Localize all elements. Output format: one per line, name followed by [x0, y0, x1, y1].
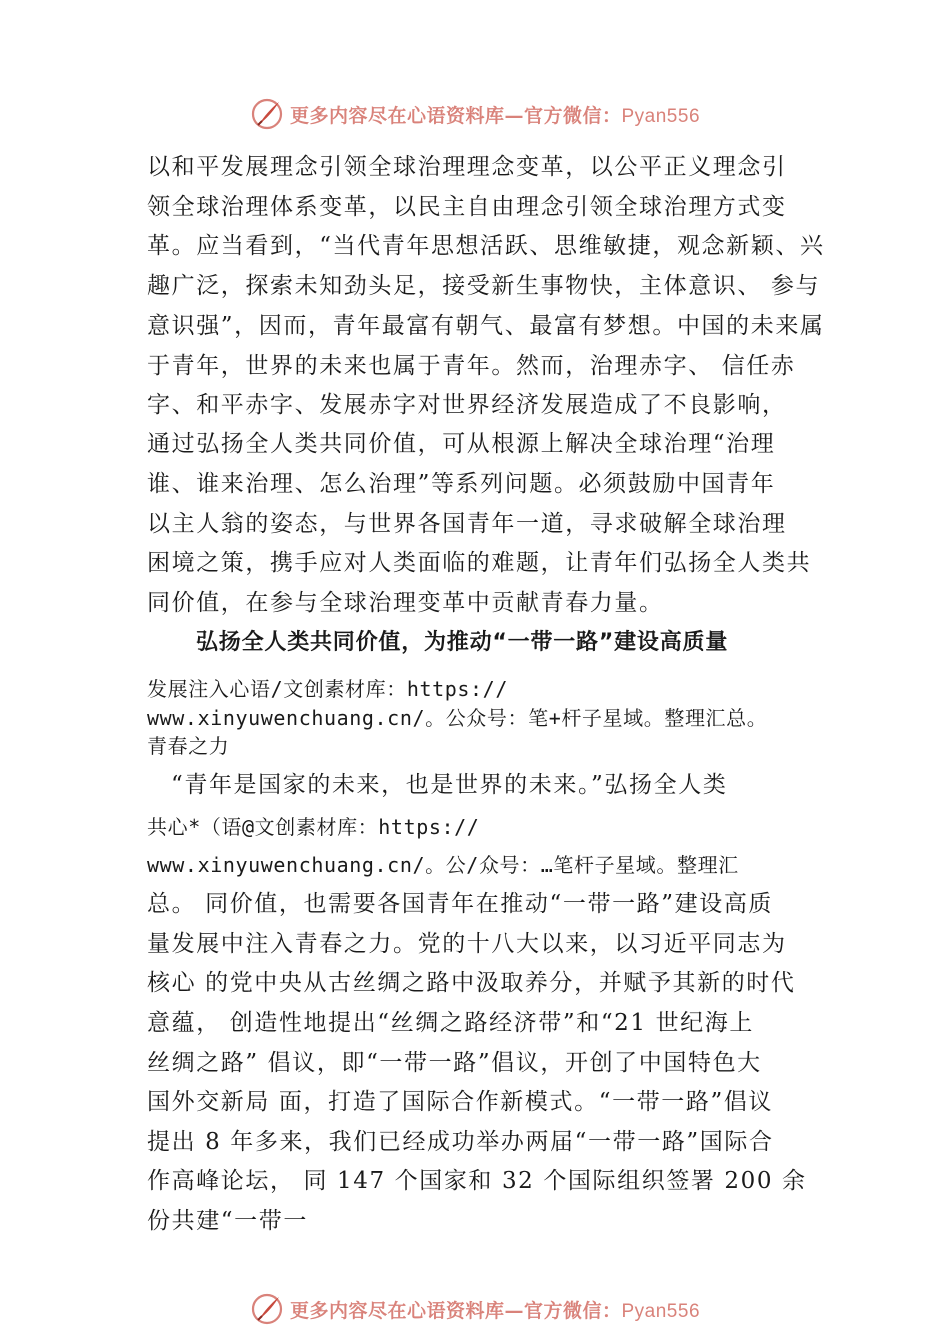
body-line: 意蕴， 创造性地提出“丝绸之路经济带”和“21 世纪海上 — [147, 1010, 754, 1036]
body-line: 于青年，世界的未来也属于青年。然而，治理赤字、 信任赤 — [147, 353, 796, 379]
body-line: “青年是国家的未来，也是世界的未来。”弘扬全人类 — [171, 772, 728, 798]
banner-site-text: 更多内容尽在心语资料库 — [289, 1299, 505, 1322]
banner-text — [290, 101, 700, 128]
body-line: 作高峰论坛， 同 147 个国家和 32 个国际组织签署 200 余 — [147, 1168, 807, 1194]
body-line: 量发展中注入青春之力。党的十八大以来，以习近平同志为 — [147, 931, 787, 957]
body-line: 份共建“一带一 — [147, 1208, 308, 1234]
banner-wechat-handle: Pyan556 — [621, 105, 701, 127]
section-heading: 弘扬全人类共同价值，为推动“一带一路”建设高质量 — [196, 630, 729, 655]
heading-continuation-line: 青春之力 — [147, 734, 230, 758]
banner-dash: — — [504, 104, 524, 127]
body-line: 同价值，在参与全球治理变革中贡献青春力量。 — [147, 590, 664, 616]
banner-text — [290, 1296, 700, 1323]
body-line: 谁、谁来治理、怎么治理”等系列问题。必须鼓励中国青年 — [147, 471, 776, 497]
body-line: 国外交新局 面，打造了国际合作新模式。“一带一路”倡议 — [147, 1089, 774, 1115]
body-line: 趣广泛，探索未知劲头足，接受新生事物快，主体意识、 参与 — [147, 273, 821, 299]
banner-wechat-label: 官方微信： — [523, 1299, 622, 1322]
footer-banner — [0, 1289, 950, 1329]
body-line: 提出 8 年多来，我们已经成功举办两届“一带一路”国际合 — [147, 1129, 774, 1155]
body-line: 革。应当看到，“当代青年思想活跃、思维敏捷，观念新颖、兴 — [147, 233, 825, 259]
quill-pen-logo-icon — [250, 97, 284, 131]
banner-wechat-label: 官方微信： — [523, 104, 622, 127]
body-line: 字、和平赤字、发展赤字对世界经济发展造成了不良影响， — [147, 392, 787, 418]
banner-site-text: 更多内容尽在心语资料库 — [289, 104, 505, 127]
header-banner — [0, 94, 950, 134]
body-line: 以主人翁的姿态，与世界各国青年一道，寻求破解全球治理 — [147, 511, 787, 537]
body-line: 共心*（语@文创素材库：https:// — [147, 815, 480, 839]
banner-dash: — — [504, 1299, 524, 1322]
body-line: 总。 同价值，也需要各国青年在推动“一带一路”建设高质 — [147, 891, 774, 917]
body-line: 以和平发展理念引领全球治理理念变革，以公平正义理念引 — [147, 154, 787, 180]
body-line: 丝绸之路” 倡议，即“一带一路”倡议，开创了中国特色大 — [147, 1050, 762, 1076]
body-line: 困境之策，携手应对人类面临的难题，让青年们弘扬全人类共 — [147, 550, 812, 576]
body-line: 意识强”，因而，青年最富有朝气、最富有梦想。中国的未来属 — [147, 313, 825, 339]
body-line: 通过弘扬全人类共同价值，可从根源上解决全球治理“治理 — [147, 431, 776, 457]
heading-continuation-line: www.xinyuwenchuang.cn/。公众号：笔+杆子星域。整理汇总。 — [147, 706, 768, 730]
quill-pen-logo-icon — [250, 1292, 284, 1326]
body-line: www.xinyuwenchuang.cn/。公/众号：…笔杆子星域。整理汇 — [147, 853, 739, 877]
banner-wechat-handle: Pyan556 — [621, 1300, 701, 1322]
heading-continuation-line: 发展注入心语/文创素材库：https:// — [147, 677, 508, 701]
body-line: 核心 的党中央从古丝绸之路中汲取养分，并赋予其新的时代 — [147, 970, 796, 996]
body-line: 领全球治理体系变革，以民主自由理念引领全球治理方式变 — [147, 194, 787, 220]
